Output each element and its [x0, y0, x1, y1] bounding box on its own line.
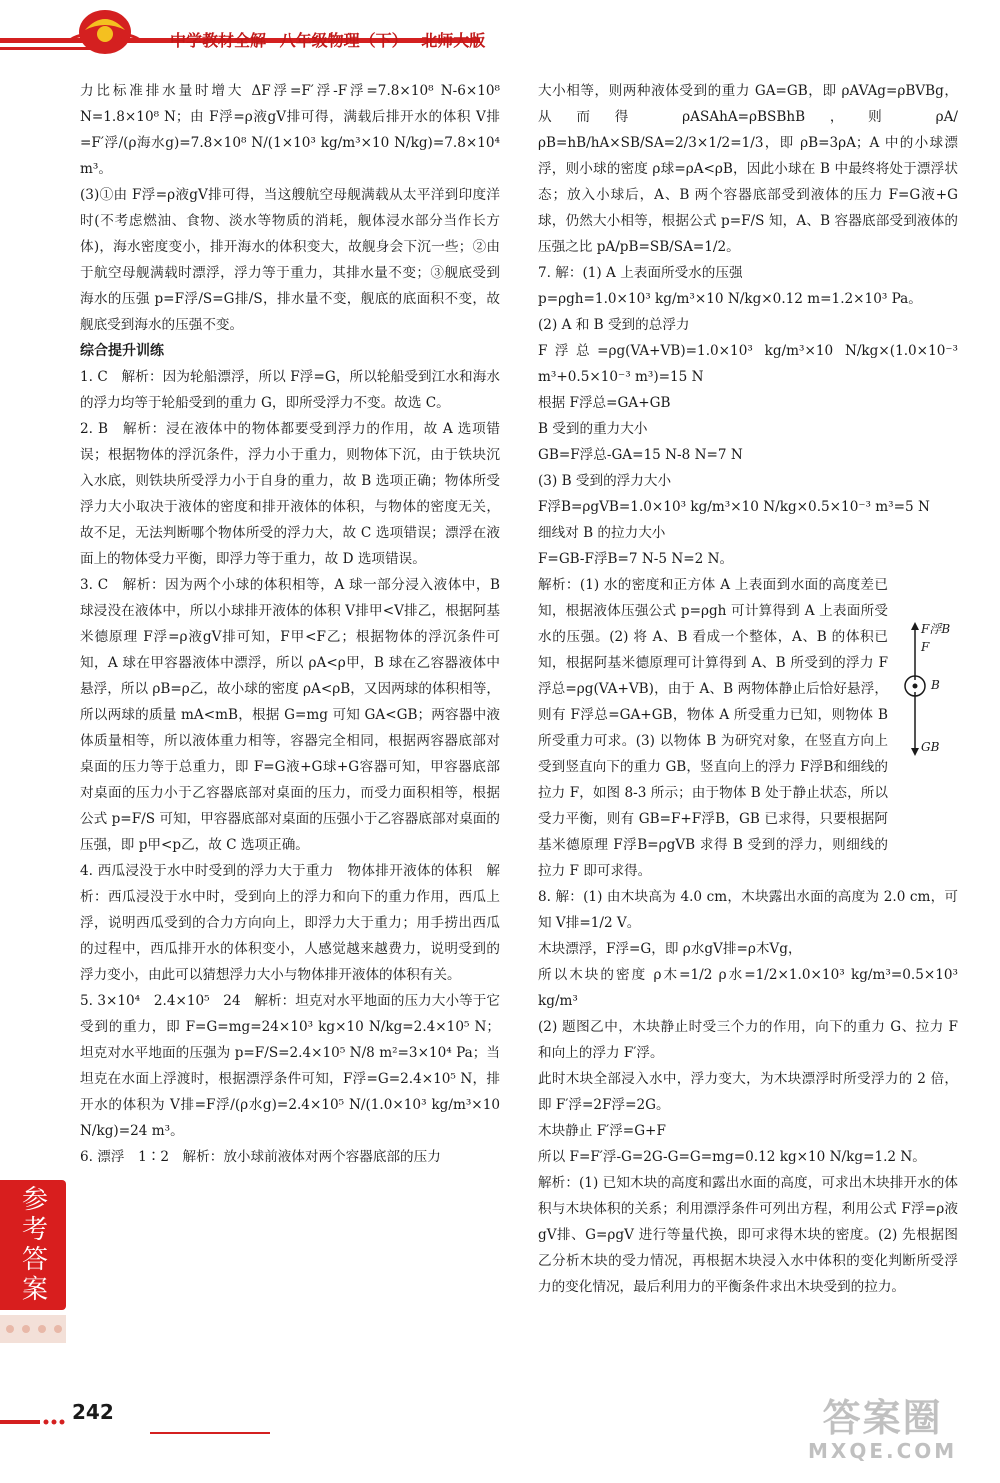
answer-line: 此时木块全部浸入水中，浮力变大，为木块漂浮时所受浮力的 2 倍，即 F′浮=2F浮=2G。	[538, 1071, 958, 1113]
answer-paragraph: 大小相等，则两种液体受到的重力 GA=GB，即 ρAVAg=ρBVBg，从而得 ρASAhA=ρBSBhB，则 ρA/ρB=hB/hA×SB/SA=2/3×1/2=1/3，即 ρB=3ρA；A 中的小球漂浮，则小球的密度 ρ球=ρA<ρB，因此小球在 B 中最终将处于漂浮状态；放入小球后，A、B 两个容器底部受到液体的压力 F=G液+G球，仍然大小相等，根据公式 p=F/S 知，A、B 容器底部受到液体的压强之比 pA/pB=SB/SA=1/2。	[538, 83, 958, 255]
tension-label: F	[921, 640, 930, 654]
answer-item-1: 1. C 解析：因为轮船漂浮，所以 F浮=G，所以轮船受到江水和海水的浮力均等于轮船受到的重力 G，即所受浮力不变。故选 C。	[80, 369, 500, 411]
page-number-dots	[0, 1418, 72, 1426]
answer-line: B 受到的重力大小	[538, 421, 648, 437]
answer-paragraph: (3)①由 F浮=ρ液gV排可得，当这艘航空母舰满载从太平洋到印度洋时(不考虑燃油、食物、淡水等物质的消耗，舰体浸水部分当作长方体)，海水密度变小，排开海水的体积变大，故舰身会下沉一些；②由于航空母舰满载时漂浮，浮力等于重力，其排水量不变；③舰底受到海水的压强 p=F浮/S=G排/S，排水量不变，舰底的底面积不变，故舰底受到海水的压强不变。	[80, 187, 500, 333]
side-decoration	[0, 1315, 66, 1343]
answer-line: F浮总=ρg(VA+VB)=1.0×10³ kg/m³×10 N/kg×(1.0×10⁻³ m³+0.5×10⁻³ m³)=15 N	[538, 343, 958, 385]
page-number: 242	[72, 1400, 114, 1424]
buoyancy-label: F浮B	[921, 622, 951, 636]
answer-line: GB=F浮总-GA=15 N-8 N=7 N	[538, 447, 743, 463]
section-title: 综合提升训练	[80, 343, 164, 359]
answer-line: p=ρgh=1.0×10³ kg/m³×10 N/kg×0.12 m=1.2×10³ Pa。	[538, 291, 922, 307]
subject-name: 八年级物理（下）	[279, 31, 408, 50]
answer-line: F=GB-F浮B=7 N-5 N=2 N。	[538, 551, 734, 567]
answer-item-7: 7. 解：(1) A 上表面所受水的压强	[538, 265, 743, 281]
answer-line: (2) A 和 B 受到的总浮力	[538, 317, 690, 333]
answer-line: (2) 题图乙中，木块静止时受三个力的作用，向下的重力 G、拉力 F 和向上的浮力 F′浮。	[538, 1019, 958, 1061]
answer-item-2: 2. B 解析：浸在液体中的物体都要受到浮力的作用，故 A 选项错误；根据物体的浮沉条件，浮力小于重力，则物体下沉，由于铁块沉入水底，则铁块所受浮力小于自身的重力，故 B 选项正确；物体所受浮力大小取决于液体的密度和排开液体的体积，与物体的密度无关，故不足，无法判断哪个物体所受的浮力大，故 C 选项错误；漂浮在液面上的物体受力平衡，即浮力等于重力，故 D 选项错误。	[80, 421, 500, 567]
object-b-label: B	[931, 678, 940, 692]
answer-line: 木块静止 F′浮=G+F	[538, 1123, 666, 1139]
answer-item-8: 8. 解：(1) 由木块高为 4.0 cm，木块露出水面的高度为 2.0 cm，可知 V排=1/2 V。	[538, 889, 958, 931]
left-column	[80, 78, 500, 1170]
answer-line: (3) B 受到的浮力大小	[538, 473, 672, 489]
book-series-logo	[60, 0, 150, 60]
analysis-paragraph: 解析：(1) 水的密度和正方体 A 上表面到水面的高度差已知，根据液体压强公式 p=ρgh 可计算得到 A 上表面所受水的压强。(2) 将 A、B 看成一个整体，A、B 的体积已知，根据阿基米德原理可计算得到 A、B 所受到的浮力 F浮总=ρg(VA+VB)，由于 A、B 两物体静止后恰好悬浮，则有 F浮总=GA+GB，物体 A 所受重力已知，则物体 B 所受重力可求。(3) 以物体 B 为研究对象，在竖直方向上受到竖直向下的重力 GB，竖直向上的浮力 F浮B和细线的拉力 F，如图 8-3 所示；由于物体 B 处于静止状态，所以受力平衡，则有 GB=F+F浮B，GB 已求得，只要根据阿基米德原理 F浮B=ρgVB 求得 B 受到的浮力，则细线的拉力 F 即可求得。	[538, 577, 888, 879]
page-header	[0, 0, 1000, 60]
watermark-url: MXQE.COM	[808, 1438, 958, 1463]
series-name: 中学教材全解	[170, 31, 267, 50]
answer-line: F浮B=ρgVB=1.0×10³ kg/m³×10 N/kg×0.5×10⁻³ m³=5 N	[538, 499, 930, 515]
answer-line: 根据 F浮总=GA+GB	[538, 395, 671, 411]
answer-paragraph: 力比标准排水量时增大 ΔF浮=F′浮-F浮=7.8×10⁸ N-6×10⁸ N=1.8×10⁸ N；由 F浮=ρ液gV排可得，满载后排开水的体积 V排=F′浮/(ρ海水g)=7.8×10⁸ N/(1×10³ kg/m³×10 N/kg)=7.8×10⁴ m³。	[80, 83, 500, 177]
answer-item-3: 3. C 解析：因为两个小球的体积相等，A 球一部分浸入液体中，B 球浸没在液体中，所以小球排开液体的体积 V排甲<V排乙，根据阿基米德原理 F浮=ρ液gV排可知，F甲<F乙；根据物体的浮沉条件可知，A 球在甲容器液体中漂浮，所以 ρA<ρ甲，B 球在乙容器液体中悬浮，所以 ρB=ρ乙，故小球的密度 ρA<ρB，又因两球的体积相等，所以两球的质量 mA<mB，根据 G=mg 可知 GA<GB；两容器中液体质量相等，所以液体重力相等，容器完全相同，根据两容器底部对桌面的压力等于总重力，即 F=G液+G球+G容器可知，甲容器底部对桌面的压力小于乙容器底部对桌面的压力，而受力面积相等，根据公式 p=F/S 可知，甲容器底部对桌面的压强小于乙容器底部对桌面的压强，即 p甲<p乙，故 C 选项正确。	[80, 577, 500, 853]
answer-line: 所以 F=F′浮-G=2G-G=G=mg=0.12 kg×10 N/kg=1.2 N。	[538, 1149, 926, 1165]
footer-line	[150, 1432, 270, 1434]
gravity-label: GB	[921, 740, 940, 754]
watermark	[808, 1398, 957, 1462]
answer-item-6: 6. 漂浮 1∶2 解析：放小球前液体对两个容器底部的压力	[80, 1149, 441, 1165]
watermark-logo-text: 答案圈	[822, 1396, 943, 1440]
force-diagram	[895, 620, 955, 770]
answer-line: 所以木块的密度 ρ木=1/2 ρ水=1/2×1.0×10³ kg/m³=0.5×10³ kg/m³	[538, 967, 958, 1009]
edition-name: 北师大版	[421, 31, 486, 50]
header-title	[170, 28, 493, 51]
reference-answer-tab: 参考答案	[0, 1180, 66, 1310]
answer-item-5: 5. 3×10⁴ 2.4×10⁵ 24 解析：坦克对水平地面的压力大小等于它受到的重力，即 F=G=mg=24×10³ kg×10 N/kg=2.4×10⁵ N；坦克对水平地面的压强为 p=F/S=2.4×10⁵ N/8 m²=3×10⁴ Pa；当坦克在水面上浮渡时，根据漂浮条件可知，F浮=G=2.4×10⁵ N，排开水的体积为 V排=F浮/(ρ水g)=2.4×10⁵ N/(1.0×10³ kg/m³×10 N/kg)=24 m³。	[80, 993, 500, 1139]
answer-line: 细线对 B 的拉力大小	[538, 525, 666, 541]
analysis-paragraph: 解析：(1) 已知木块的高度和露出水面的高度，可求出木块排开水的体积与木块体积的关系；利用漂浮条件可列出方程，利用公式 F浮=ρ液gV排、G=ρgV 进行等量代换，即可求得木块的密度。(2) 先根据图乙分析木块的受力情况，再根据木块浸入水中体积的变化判断所受浮力的变化情况，最后利用力的平衡条件求出木块受到的拉力。	[538, 1175, 958, 1295]
answer-line: 木块漂浮，F浮=G，即 ρ水gV排=ρ木Vg，	[538, 941, 802, 957]
answer-item-4: 4. 西瓜浸没于水中时受到的浮力大于重力 物体排开液体的体积 解析：西瓜浸没于水中时，受到向上的浮力和向下的重力作用，西瓜上浮，说明西瓜受到的合力方向向上，即浮力大于重力；用手捞出西瓜的过程中，西瓜排开水的体积变小，人感觉越来越费力，说明受到的浮力变小，由此可以猜想浮力大小与物体排开液体的体积有关。	[80, 863, 500, 983]
